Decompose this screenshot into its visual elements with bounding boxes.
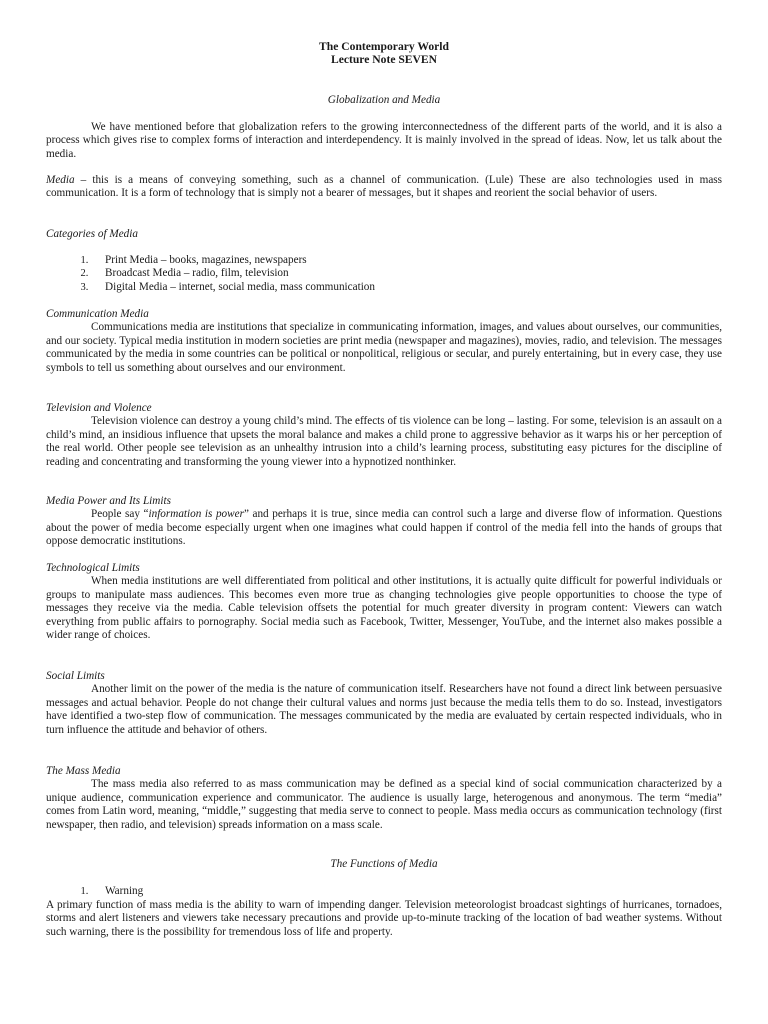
list-item: 1. Print Media – books, magazines, newspapers [91,254,722,267]
media-definition-paragraph [46,174,722,201]
social-limits-heading: Social Limits [46,670,105,682]
list-item: 2. Broadcast Media – radio, film, television [91,267,722,280]
social-limits-paragraph: Another limit on the power of the media is the nature of communication itself. Researchers have not found a direct link between persuasive messages and actual behavior. People do not change their cultural values and norms just because the media tells them to do so. Instead, investigators have identified a two-step flow of communication. The messages communicated by the media are evaluated by certain respected individuals, who in turn influence the attitude and behavior of others. [46,683,722,736]
media-definition-section [46,174,722,201]
communication-media-heading: Communication Media [46,308,149,320]
technological-limits-heading: Technological Limits [46,562,140,574]
technological-limits-section [46,562,722,642]
warning-paragraph: A primary function of mass media is the ability to warn of impending danger. Television meteorologist broadcast sightings of hurricanes, tornadoes, storms and alert listeners and viewers take necessary precautions and provide up-to-minute tracking of the location of bad weather systems. Without such warning, there is the possibility for tremendous loss of life and property. [46,899,722,938]
media-power-quote: information is power [148,508,244,521]
media-power-section [46,495,722,549]
mass-media-paragraph: The mass media also referred to as mass communication may be defined as a special kind of social communication characterized by a unique audience, communication experience and communicator. The audience is usually large, heterogenous and anonymous. The term “media” comes from Latin word, meaning, “middle,” suggesting that media serve to connect to people. Mass media occurs as communication technology (first newspaper, then radio, and television) spreads information on a mass scale. [46,778,722,831]
television-violence-paragraph: Television violence can destroy a young child’s mind. The effects of tis violence can be long – lasting. For some, television is an assault on a child’s mind, an insidious influence that upsets the moral balance and makes a child prone to aggressive behavior as it warps his or her perception of the real world. Other people see television as an unhealthy intrusion into a child’s learning process, substituting easy pictures for the discipline of reading and concentrating and transforming the young viewer into a hypnotized nonthinker. [46,415,722,468]
social-limits-section [46,670,722,737]
functions-list [46,885,722,898]
television-violence-section [46,402,722,469]
categories-heading: Categories of Media [46,228,138,240]
functions-list-block [46,885,722,898]
communication-media-paragraph: Communications media are institutions that specialize in communicating information, images, and values about ourselves, our communities, and our society. Typical media institution in modern societies are print media (newspaper and magazines), movies, radio, and television. The messages communicated by the media in some countries can be political or nonpolitical, religious or secular, and purely entertaining, but in every case, they use symbols to tell us something about ourselves and our environment. [46,321,722,374]
intro-paragraph: We have mentioned before that globalization refers to the growing interconnectedness of the different parts of the world, and it is also a process which gives rise to complex forms of interaction and interdependency. It is mainly involved in the spread of ideas. Now, let us talk about the media. [46,121,722,160]
functions-heading: The Functions of Media [330,858,438,870]
list-item: 1. Warning [91,885,722,898]
media-power-text-before: People say “ [91,508,149,521]
media-power-text-after: ” and perhaps it is true, since media can control such a large and diverse flow of information. Questions about the power of media become especially urgent when one imagines what could happen if control of the media fell into the hands of groups that oppose democratic institutions. [46,508,723,548]
intro-section [46,121,722,161]
television-violence-heading: Television and Violence [46,402,152,414]
technological-limits-paragraph: When media institutions are well differentiated from political and other institutions, it is actually quite difficult for powerful individuals or groups to manipulate mass audiences. This becomes even more true as changing technologies give people opportunities to choose the type of messages they receive via the media. Cable television offsets the potential for much greater diversity in program content: Viewers can watch everything from public affairs to pornography. Social media such as Facebook, Twitter, Messenger, YouTube, and the internet also makes possible a wider range of choices. [46,575,722,642]
media-term: Media [46,174,75,186]
categories-list-block [46,254,722,294]
section-subtitle: Globalization and Media [327,94,441,106]
media-power-heading: Media Power and Its Limits [46,495,171,507]
document-title-line1: The Contemporary World [319,40,449,53]
document-title-line2: Lecture Note SEVEN [330,53,438,66]
media-definition-text: – this is a means of conveying something, such as a channel of communication. (Lule) These are also technologies used in mass communication. It is a form of technology that is simply not a bearer of messages, but it shapes and reorient the social behavior of users. [46,174,722,200]
categories-list [46,254,722,294]
categories-section [46,228,722,241]
list-item: 3. Digital Media – internet, social media, mass communication [91,281,722,294]
media-power-paragraph [46,508,722,548]
warning-section [46,899,722,939]
mass-media-heading: The Mass Media [46,765,121,777]
mass-media-section [46,765,722,832]
communication-media-section [46,308,722,375]
